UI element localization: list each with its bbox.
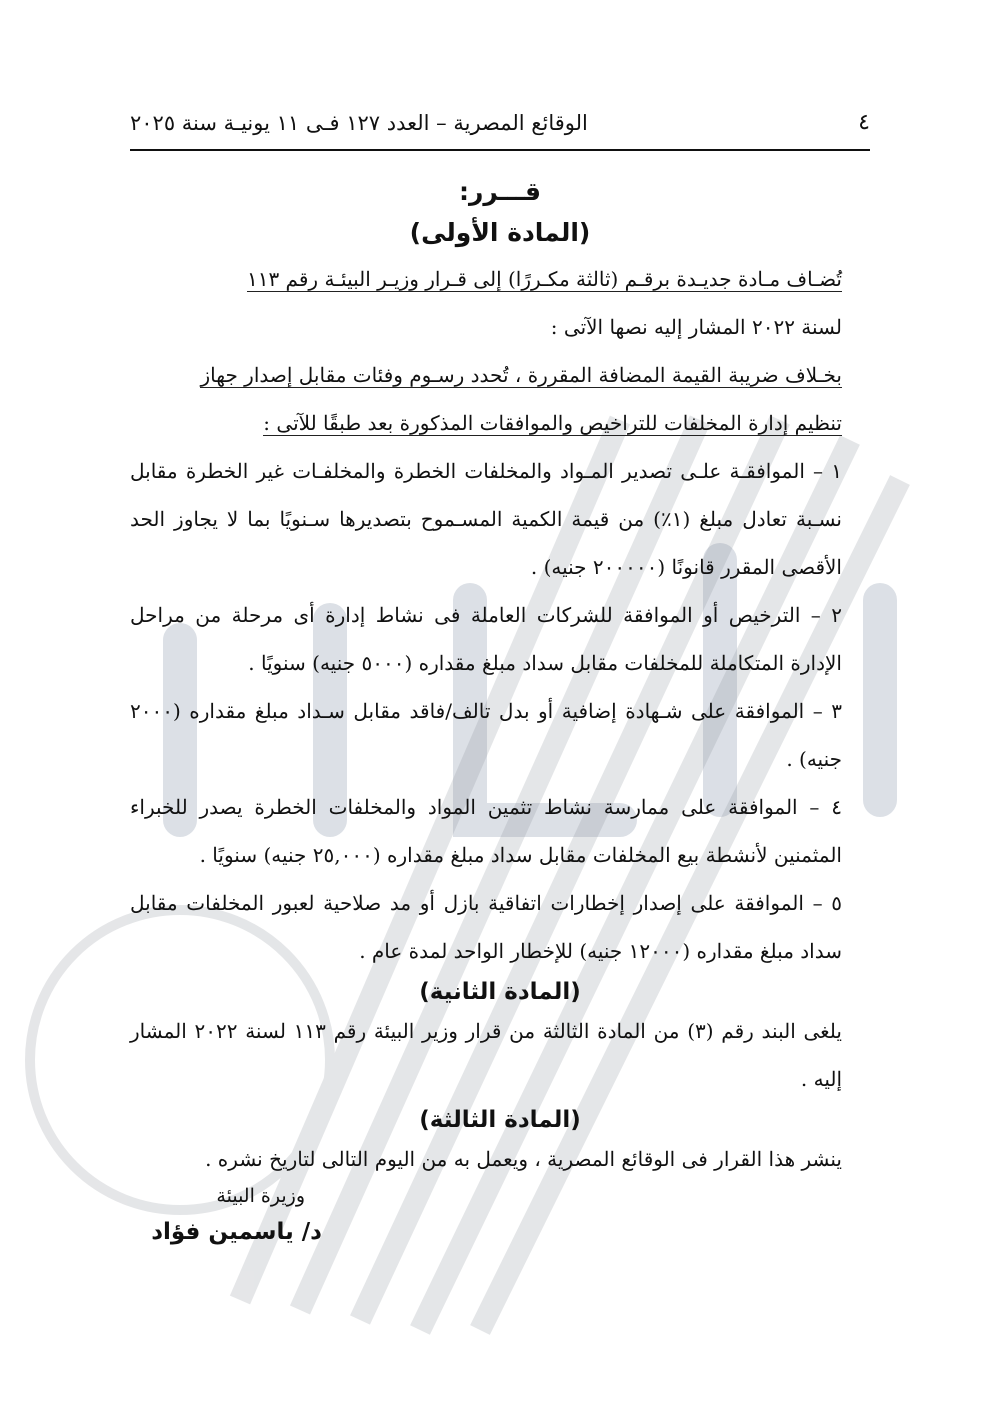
article-3-text: ينشر هذا القرار فى الوقائع المصرية ، ويعمل به من اليوم التالى لتاريخ نشره .	[205, 1147, 842, 1171]
decision-heading: قـــرر:	[459, 177, 541, 206]
body-line-1: بخـلاف ضريبة القيمة المضافة المقررة ، تُحدد رسـوم وفئات مقابل إصدار جهاز	[200, 363, 842, 387]
signature-role: وزيرة البيئة	[216, 1185, 305, 1207]
intro-line-1: تُضـاف مـادة جديـدة برقـم (ثالثة مكـررًا) إلى قـرار وزيـر البيئـة رقم ١١٣	[246, 267, 842, 291]
document-page	[130, 110, 870, 1245]
article-1-intro	[130, 255, 870, 351]
list-item-3: ٣ – الموافقة على شـهادة إضافية أو بدل تالف/فاقد مقابل سـداد مبلغ مقداره (٢٠٠٠ جنيه) .	[130, 699, 842, 771]
article-2-text: يلغى البند رقم (٣) من المادة الثالثة من قرار وزير البيئة رقم ١١٣ لسنة ٢٠٢٢ المشار إليه .	[130, 1019, 842, 1091]
page-number: ٤	[858, 110, 870, 135]
intro-line-2: لسنة ٢٠٢٢ المشار إليه نصها الآتى :	[550, 315, 842, 339]
article-3-title: (المادة الثالثة)	[419, 1107, 581, 1133]
article-2-title: (المادة الثانية)	[419, 979, 581, 1005]
article-1-body	[130, 351, 870, 447]
article-1-title: (المادة الأولى)	[409, 218, 591, 247]
header-title: الوقائع المصرية – العدد ١٢٧ فـى ١١ يونيـة سنة ٢٠٢٥	[130, 110, 588, 135]
list-item-1: ١ – الموافقـة علـى تصدير المـواد والمخلفات الخطرة والمخلفـات غير الخطرة مقابل نسـبة تعادل مبلغ (١٪) من قيمة الكمية المسـموح بتصديرها سـنويًا بما لا يجاوز الحد الأقصى المقرر قانونًا (٢٠٠٠٠٠ جنيه) .	[130, 459, 842, 579]
list-item-5: ٥ – الموافقة على إصدار إخطارات اتفاقية بازل أو مد صلاحية لعبور المخلفات مقابل سداد مبلغ مقداره (١٢٠٠٠ جنيه) للإخطار الواحد لمدة عام .	[130, 891, 842, 963]
page-header	[130, 110, 870, 151]
body-line-2: تنظيم إدارة المخلفات للتراخيص والموافقات المذكورة بعد طبقًا للآتى :	[263, 411, 842, 435]
list-item-2: ٢ – الترخيص أو الموافقة للشركات العاملة فى نشاط إدارة أى مرحلة من مراحل الإدارة المتكاملة للمخلفات مقابل سداد مبلغ مقداره (٥٠٠٠ جنيه) سنويًا .	[130, 603, 842, 675]
signature-name: د/ ياسمين فؤاد	[151, 1219, 322, 1245]
list-item-4: ٤ – الموافقة على ممارسة نشاط تثمين المواد والمخلفات الخطرة يصدر للخبراء المثمنين لأنشطة بيع المخلفات مقابل سداد مبلغ مقداره (٢٥,٠٠٠ جنيه) سنويًا .	[130, 795, 842, 867]
